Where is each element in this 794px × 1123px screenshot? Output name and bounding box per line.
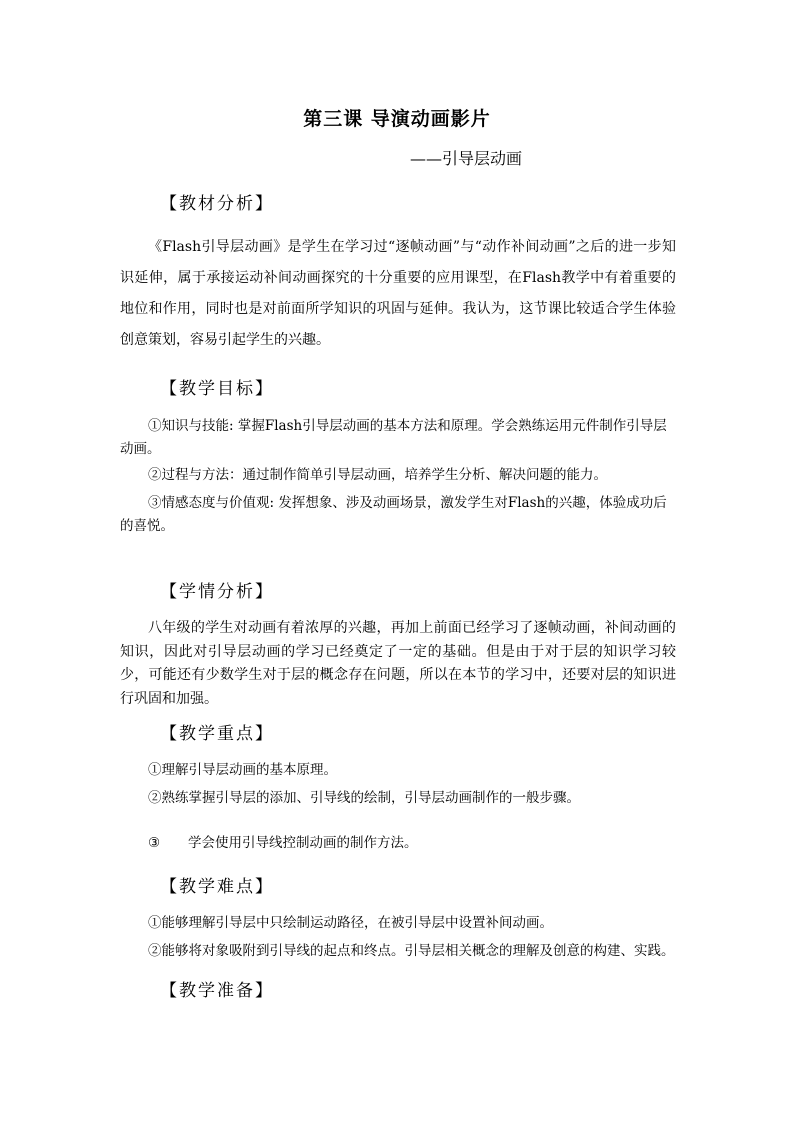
heading-difficulties: 【教学难点】 — [160, 877, 274, 897]
goal-item-3: ③情感态度与价值观: 发挥想象、涉及动画场景，激发学生对Flash的兴趣，体验成功后的喜悦。 — [120, 495, 667, 534]
goal-item-2: ②过程与方法：通过制作简单引导层动画，培养学生分析、解决问题的能力。 — [148, 467, 607, 483]
lesson-subtitle: ——引导层动画 — [410, 149, 523, 168]
analysis-paragraph: 《Flash引导层动画》是学生在学习过“逐帧动画”与“动作补间动画”之后的进一步知识延伸，属于承接运动补间动画探究的十分重要的应用课型，在Flash教学中有着重要的地位和作用，同时也是对前面所学知识的巩固与延伸。我认为，这节课比较适合学生体验创意策划，容易引起学生的兴趣。 — [120, 239, 676, 348]
key-point-3 — [148, 831, 418, 851]
difficulty-2: ②能够将对象吸附到引导线的起点和终点。引导层相关概念的理解及创意的构建、实践。 — [148, 943, 675, 959]
difficulty-1: ①能够理解引导层中只绘制运动路径，在被引导层中设置补间动画。 — [148, 915, 553, 931]
key-point-3-number: ③ — [148, 835, 161, 851]
lesson-title: 第三课 导演动画影片 — [303, 108, 491, 130]
students-paragraph: 八年级的学生对动画有着浓厚的兴趣，再加上前面已经学习了逐帧动画，补间动画的知识，因此对引导层动画的学习已经奠定了一定的基础。但是由于对于层的知识学习较少，可能还有少数学生对于层的概念存在问题，所以在本节的学习中，还要对层的知识进行巩固和加强。 — [120, 620, 676, 707]
key-point-3-text: 学会使用引导线控制动画的制作方法。 — [188, 835, 418, 851]
heading-analysis: 【教材分析】 — [160, 194, 274, 214]
heading-preparation: 【教学准备】 — [160, 981, 274, 1001]
heading-goals: 【教学目标】 — [160, 379, 274, 399]
goal-item-1: ①知识与技能: 掌握Flash引导层动画的基本方法和原理。学会熟练运用元件制作引导层动画。 — [120, 418, 667, 457]
heading-students: 【学情分析】 — [160, 582, 274, 602]
key-point-1: ①理解引导层动画的基本原理。 — [148, 762, 337, 778]
heading-key-points: 【教学重点】 — [160, 724, 274, 744]
key-point-2: ②熟练掌握引导层的添加、引导线的绘制，引导层动画制作的一般步骤。 — [148, 790, 580, 806]
